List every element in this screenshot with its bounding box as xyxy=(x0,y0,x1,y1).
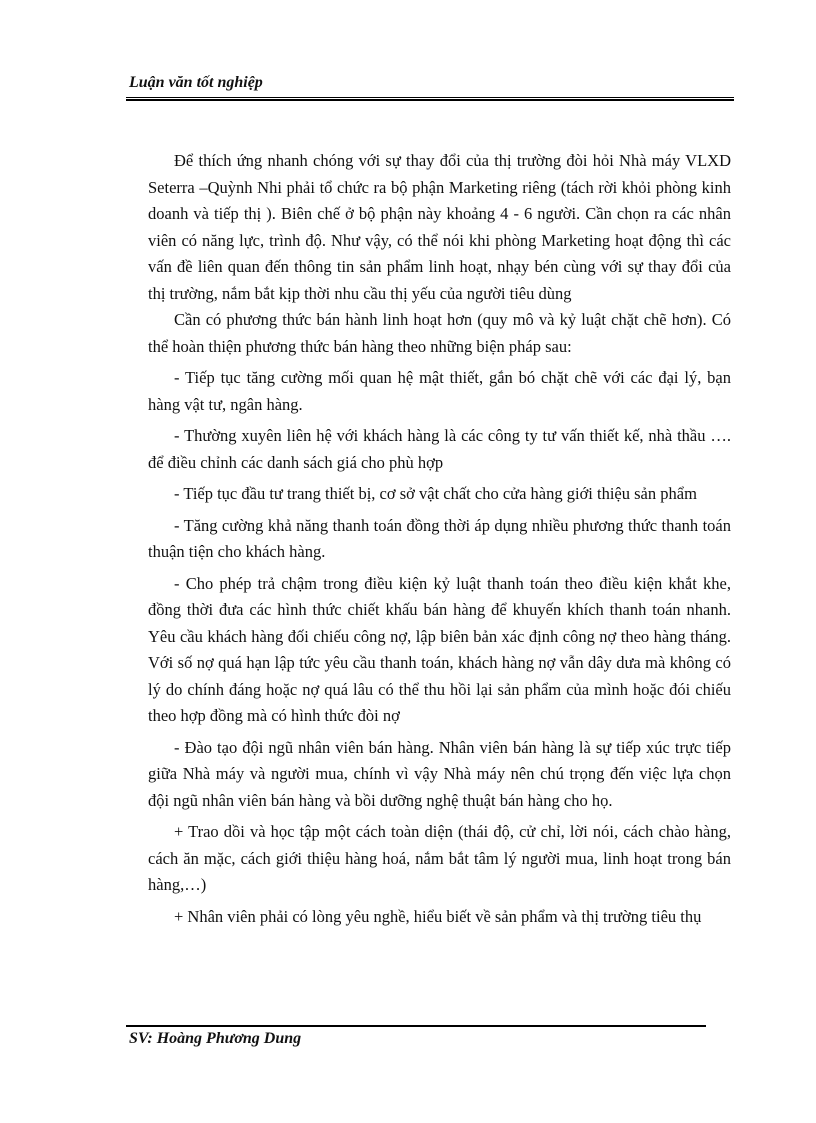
paragraph-deferred-payment: - Cho phép trả chậm trong điều kiện kỷ luật thanh toán theo điều kiện khắt khe, đồng thời đưa các hình thức chiết khấu bán hàng để khuyến khích thanh toán nhanh. Yêu cầu khách hàng đối chiếu công nợ, lập biên bản xác định công nợ theo hàng tháng. Với số nợ quá hạn lập tức yêu cầu thanh toán, khách hàng nợ vẫn dây dưa mà không có lý do chính đáng hoặc nợ quá lâu có thể thu hồi lại sản phẩm của mình hoặc đói chiếu theo hợp đồng mà có hình thức đòi nợ xyxy=(148,573,731,725)
footer-divider xyxy=(126,1025,706,1027)
footer-student-name: SV: Hoàng Phương Dung xyxy=(129,1030,302,1047)
paragraph-investment: - Tiếp tục đầu tư trang thiết bị, cơ sở vật chất cho cửa hàng giới thiệu sản phẩm xyxy=(174,484,697,503)
paragraph-relationships: - Tiếp tục tăng cường mối quan hệ mật thiết, gắn bó chặt chẽ với các đại lý, bạn hàng vật tư, ngân hàng. xyxy=(148,368,731,414)
document-body xyxy=(148,148,731,930)
paragraph-sales-methods: Cần có phương thức bán hành linh hoạt hơn (quy mô và kỷ luật chặt chẽ hơn). Có thể hoàn thiện phương thức bán hàng theo những biện pháp sau: xyxy=(148,310,731,356)
paragraph-skills: + Trao dồi và học tập một cách toàn diện (thái độ, cử chỉ, lời nói, cách chào hàng, cách ăn mặc, cách giới thiệu hàng hoá, nắm bắt tâm lý người mua, linh hoạt trong bán hàng,…) xyxy=(148,822,731,894)
page-header-title: Luận văn tốt nghiệp xyxy=(129,74,263,91)
paragraph-dedication: + Nhân viên phải có lòng yêu nghề, hiểu biết về sản phẩm và thị trường tiêu thụ xyxy=(174,906,702,926)
header-divider xyxy=(126,97,734,101)
paragraph-consultants: - Thường xuyên liên hệ với khách hàng là các công ty tư vấn thiết kế, nhà thầu …. để điều chỉnh các danh sách giá cho phù hợp xyxy=(148,426,731,472)
paragraph-sales-training: - Đào tạo đội ngũ nhân viên bán hàng. Nhân viên bán hàng là sự tiếp xúc trực tiếp giữa Nhà máy và người mua, chính vì vậy Nhà máy nên chú trọng đến việc lựa chọn đội ngũ nhân viên bán hàng và bồi dưỡng nghệ thuật bán hàng cho họ. xyxy=(148,737,731,810)
paragraph-payment: - Tăng cường khả năng thanh toán đồng thời áp dụng nhiều phương thức thanh toán thuận tiện cho khách hàng. xyxy=(148,515,731,561)
paragraph-marketing-department: Để thích ứng nhanh chóng với sự thay đổi của thị trường đòi hỏi Nhà máy VLXD Seterra –Quỳnh Nhi phải tổ chức ra bộ phận Marketing riêng (tách rời khỏi phòng kinh doanh và tiếp thị ). Biên chế ở bộ phận này khoảng 4 - 6 người. Cần chọn ra các nhân viên có năng lực, trình độ. Như vậy, có thể nói khi phòng Marketing hoạt động thì các vấn đề liên quan đến thông tin sản phẩm linh hoạt, nhạy bén cùng với sự thay đổi của thị trường, nắm bắt kịp thời nhu cầu thị yếu của người tiêu dùng xyxy=(148,151,731,303)
